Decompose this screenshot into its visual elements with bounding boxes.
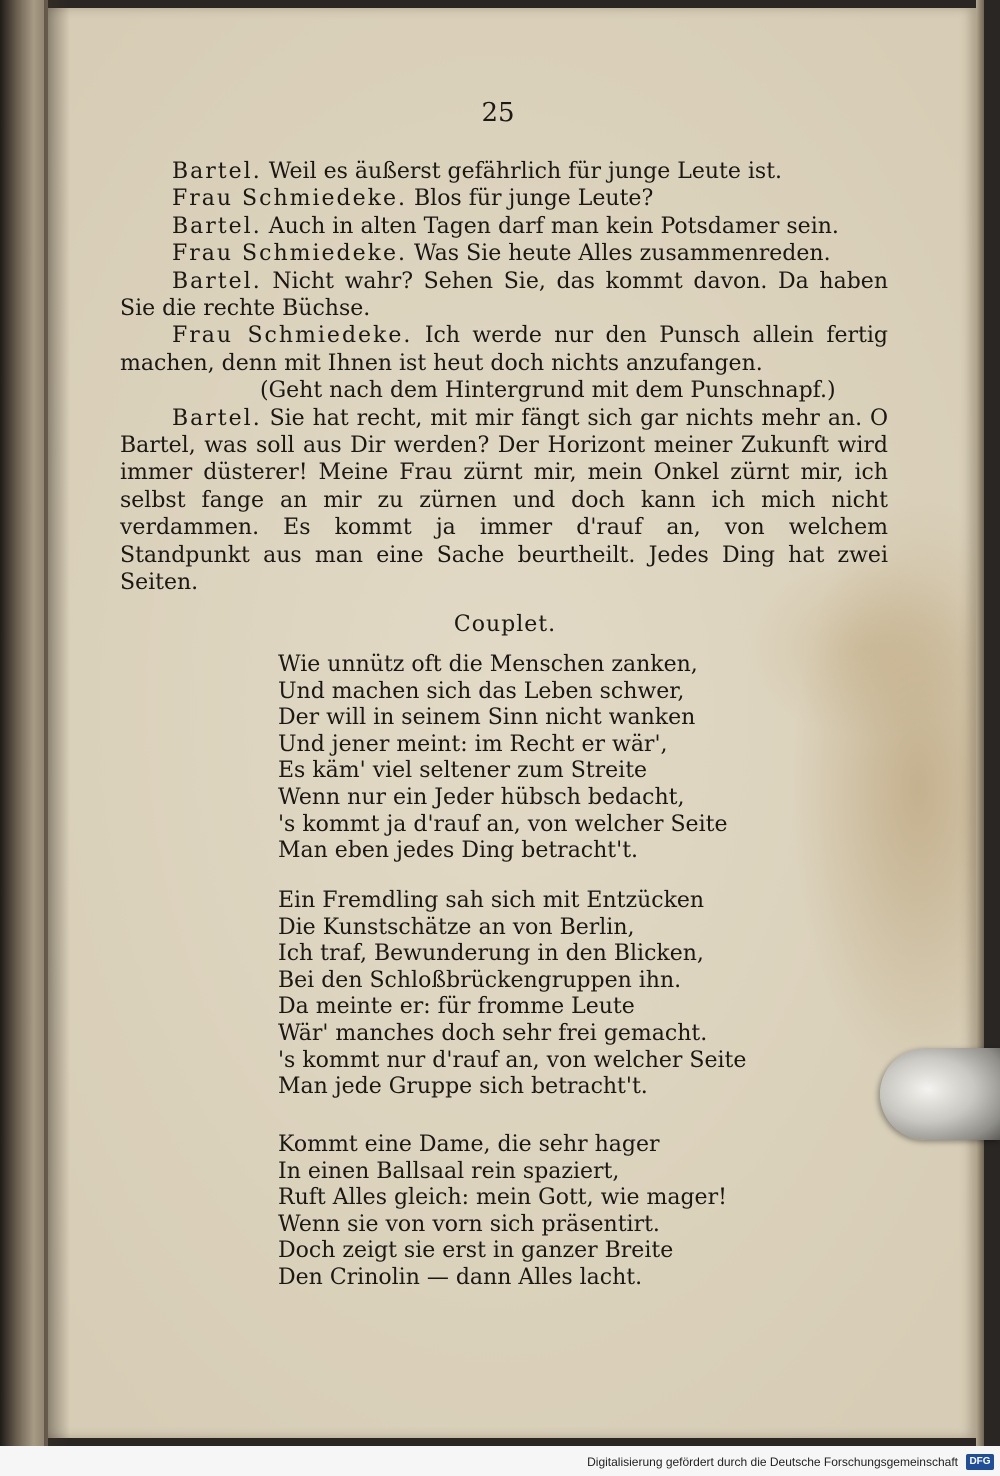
dialogue-text xyxy=(120,158,888,597)
speaker-name: Frau Schmiedeke. xyxy=(172,186,407,212)
clip-holder xyxy=(880,1048,1000,1140)
speech-text: Sie hat recht, mit mir fängt sich gar nichts mehr an. O Bartel, was soll aus Dir werden? Der Horizont meiner Zukunft wird immer düsterer! Meine Frau zürnt mir, mein Onkel zürnt mir, ich selbst fange an mir zu zürnen und doch kann ich mich nicht verdammen. Es kommt ja immer d'rauf an, von welchem Standpunkt aus man eine Sache beurtheilt. Jedes Ding hat zwei Seiten. xyxy=(120,405,888,596)
speaker-name: Frau Schmiedeke. xyxy=(172,241,407,267)
footer-bar xyxy=(0,1446,1000,1476)
couplet-title: Couplet. xyxy=(453,612,557,637)
verse-line: Wär' manches doch sehr frei gemacht. xyxy=(278,1020,708,1046)
page-gutter-shadow xyxy=(44,0,70,1446)
verse-line: Kommt eine Dame, die sehr hager xyxy=(278,1132,660,1157)
dialogue-line xyxy=(120,405,888,597)
verse-line: 's kommt nur d'rauf an, von welcher Seite xyxy=(278,1047,747,1073)
speech-text: Weil es äußerst gefährlich für junge Leute ist. xyxy=(268,159,783,184)
verse-line: Bei den Schloßbrückengruppen ihn. xyxy=(278,967,682,993)
dialogue-line xyxy=(120,213,888,240)
facing-page-edge xyxy=(0,0,48,1446)
speech-text: Was Sie heute Alles zusammenreden. xyxy=(413,241,831,267)
speaker-name: Bartel. xyxy=(172,268,262,294)
page-edge xyxy=(976,0,984,1446)
book-page xyxy=(48,8,976,1438)
verse-line: Wenn nur ein Jeder hübsch bedacht, xyxy=(278,784,685,810)
speech-text: Auch in alten Tagen darf man kein Potsdamer sein. xyxy=(268,213,839,239)
verse-line: Ich traf, Bewunderung in den Blicken, xyxy=(278,941,704,967)
verse-line: 's kommt ja d'rauf an, von welcher Seite xyxy=(278,811,728,837)
dialogue-line xyxy=(120,240,888,267)
verse-line: Der will in seinem Sinn nicht wanken xyxy=(278,705,696,731)
funding-notice: Digitalisierung gefördert durch die Deutsche Forschungsgemeinschaft xyxy=(587,1455,958,1469)
verse-line: Und jener meint: im Recht er wär', xyxy=(278,731,668,757)
verse-line: Den Crinolin — dann Alles lacht. xyxy=(278,1264,643,1290)
verse-line: Doch zeigt sie erst in ganzer Breite xyxy=(278,1238,674,1264)
verse-line: Da meinte er: für fromme Leute xyxy=(278,994,635,1020)
dialogue-line xyxy=(120,185,888,212)
speech-text: Nicht wahr? Sehen Sie, das kommt davon. Da haben Sie die rechte Büchse. xyxy=(120,268,888,322)
verse-line: Die Kunstschätze an von Berlin, xyxy=(278,914,635,940)
stage-direction: (Geht nach dem Hintergrund mit dem Punschnapf.) xyxy=(260,378,836,404)
verse-line: Und machen sich das Leben schwer, xyxy=(278,678,685,704)
verse-line: In einen Ballsaal rein spaziert, xyxy=(278,1158,620,1184)
verse-line: Ein Fremdling sah sich mit Entzücken xyxy=(278,888,705,913)
dialogue-line xyxy=(120,268,888,323)
stanza xyxy=(278,888,758,1101)
verse-line: Wie unnütz oft die Menschen zanken, xyxy=(278,652,698,677)
dialogue-line xyxy=(120,322,888,377)
speaker-name: Frau Schmiedeke. xyxy=(172,323,413,349)
stanza xyxy=(278,1132,758,1292)
speech-text: Blos für junge Leute? xyxy=(413,186,654,212)
verse-line: Es käm' viel seltener zum Streite xyxy=(278,758,648,784)
speaker-name: Bartel. xyxy=(172,159,262,184)
verse-line: Ruft Alles gleich: mein Gott, wie mager! xyxy=(278,1185,727,1211)
speech-text: Ich werde nur den Punsch allein fertig machen, denn mit Ihnen ist heut doch nichts anzufangen. xyxy=(120,323,888,376)
verse-line: Man eben jedes Ding betracht't. xyxy=(278,838,639,864)
stanza xyxy=(278,652,758,865)
page-number: 25 xyxy=(481,98,515,128)
speaker-name: Bartel. xyxy=(172,405,262,431)
dfg-logo: DFG xyxy=(966,1454,994,1470)
dialogue-line xyxy=(120,158,888,185)
speaker-name: Bartel. xyxy=(172,213,262,239)
verse-line: Wenn sie von vorn sich präsentirt. xyxy=(278,1211,660,1237)
verse-line: Man jede Gruppe sich betracht't. xyxy=(278,1074,648,1100)
